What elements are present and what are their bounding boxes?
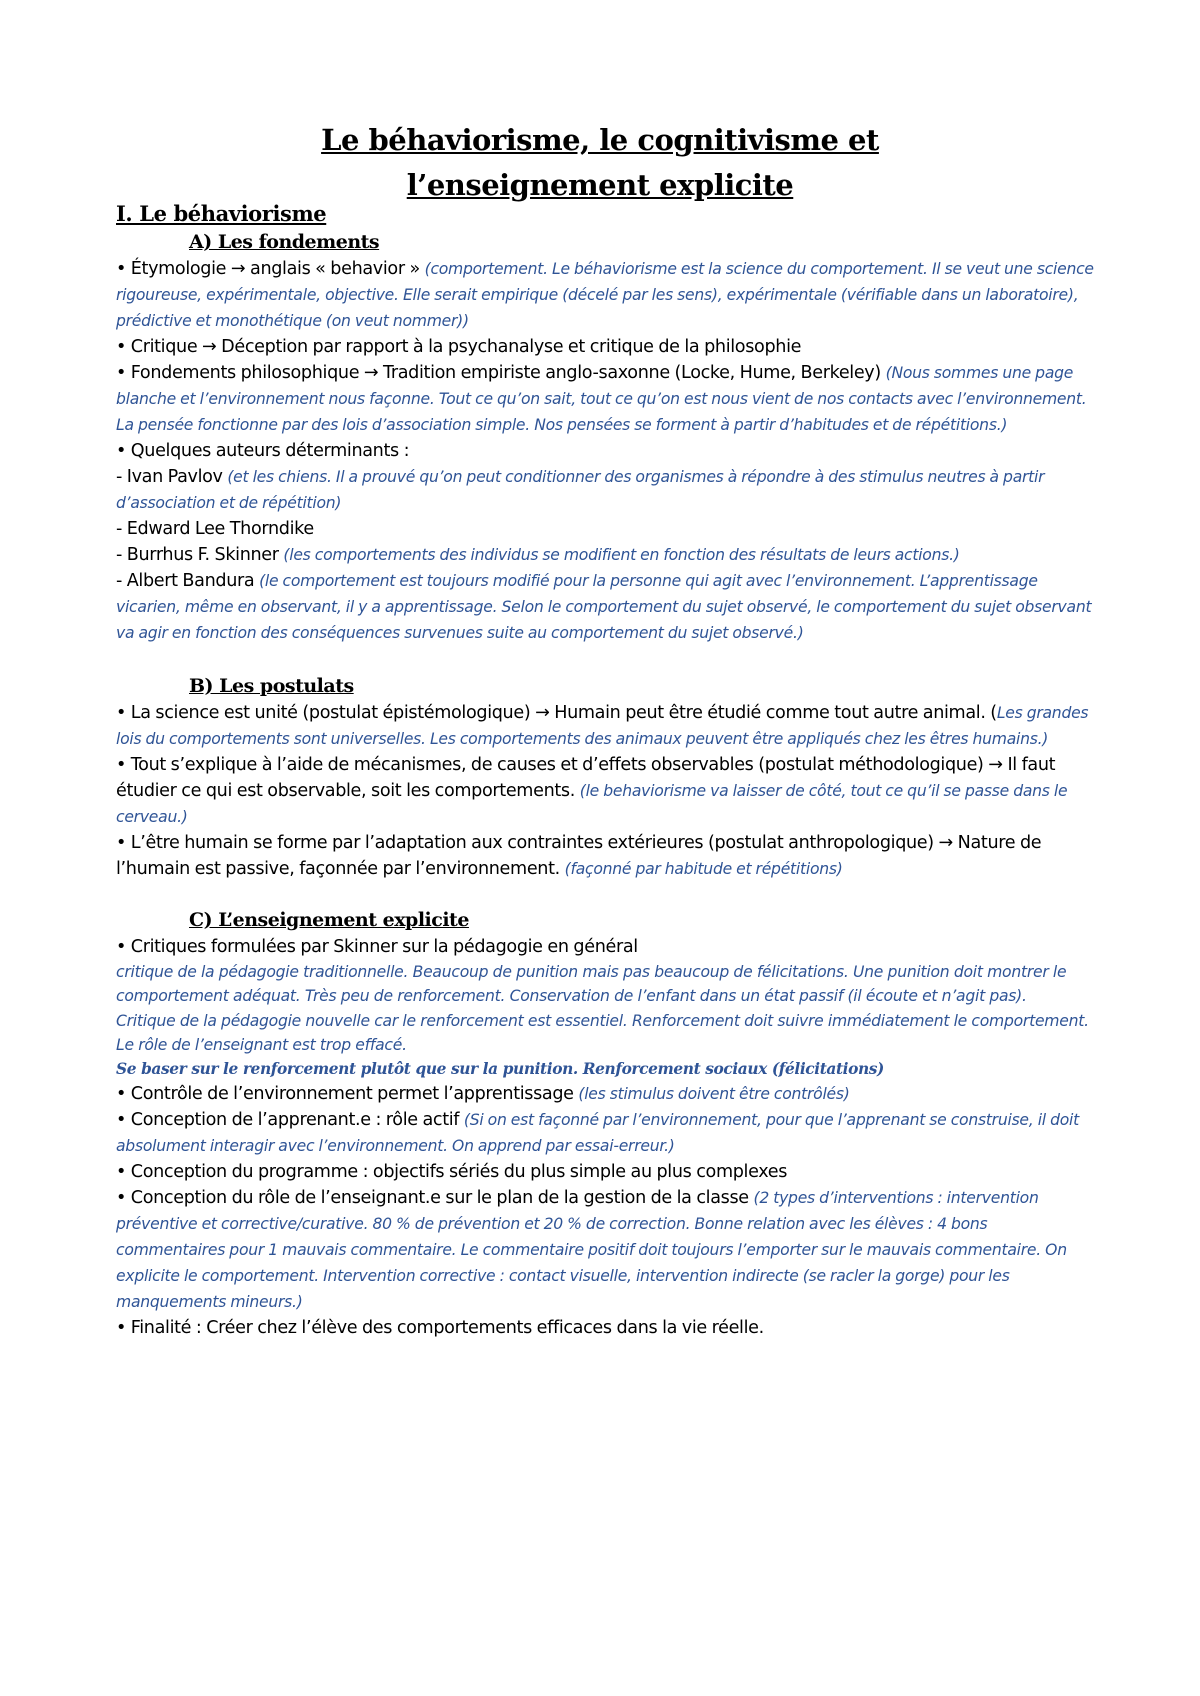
- author-skinner-name: - Burrhus F. Skinner: [116, 545, 284, 565]
- bullet-controle: [116, 1081, 1096, 1107]
- bullet-science-unite-text: • La science est unité (postulat épistémologique) → Humain peut être étudié comme tout autre animal. (: [116, 703, 997, 723]
- bullet-enseignant-text: • Conception du rôle de l’enseignant.e sur le plan de la gestion de la classe: [116, 1188, 754, 1209]
- author-bandura-note: (le comportement est toujours modifié pour la personne qui agit avec l’environnement. L’apprentissage vicarien, même en observant, il y a apprentissage. Selon le comportement du sujet observé, le comportement du sujet observant va agir en fonction des conséquences survenues suite au comportement du sujet observé.): [116, 572, 1092, 642]
- subsection-heading-fondements: A) Les fondements: [189, 231, 380, 253]
- author-pavlov-note: (et les chiens. Il a prouvé qu’on peut conditionner des organismes à répondre à des stimulus neutres à partir d’association et de répétition): [116, 468, 1045, 512]
- spacer: [116, 646, 1096, 672]
- author-bandura-name: - Albert Bandura: [116, 571, 260, 591]
- author-bandura: [116, 568, 1096, 646]
- bullet-science-unite: [116, 700, 1096, 752]
- spacer: [116, 882, 1096, 906]
- bullet-etymologie-note: (comportement. Le béhaviorisme est la science du comportement. Il se veut une science rigoureuse, expérimentale, objective. Elle serait empirique (décelé par les sens), expérimentale (vérifiable dans un laboratoire), prédictive et monothétique (on veut nommer)): [116, 260, 1094, 330]
- document-body: [116, 200, 1096, 1341]
- bullet-apprenant: [116, 1107, 1096, 1159]
- bullet-enseignant: [116, 1185, 1096, 1315]
- bullet-etre-humain-text: • L’être humain se forme par l’adaptation aux contraintes extérieures (postulat anthropologique) → Nature de l’humain est passive, façonnée par l’environnement.: [116, 833, 1042, 879]
- author-pavlov: [116, 464, 1096, 516]
- bullet-tout-explique-text: • Tout s’explique à l’aide de mécanismes, de causes et d’effets observables (postulat méthodologique) → Il faut étudier ce qui est observable, soit les comportements.: [116, 755, 1056, 801]
- subsection-heading-postulats: B) Les postulats: [189, 675, 354, 697]
- subsection-heading-enseignement-explicite: C) L’enseignement explicite: [189, 909, 469, 931]
- bullet-critiques-skinner: • Critiques formulées par Skinner sur la pédagogie en général: [116, 937, 638, 957]
- note-pedagogie-nouvelle: Critique de la pédagogie nouvelle car le renforcement est essentiel. Renforcement doit suivre immédiatement le comportement. Le rôle de l’enseignant est trop effacé.: [116, 1011, 1089, 1054]
- author-skinner-note: (les comportements des individus se modifient en fonction des résultats de leurs actions.): [283, 546, 960, 564]
- section-heading-behaviorisme: I. Le béhaviorisme: [116, 201, 327, 226]
- title-line-2: l’enseignement explicite: [406, 168, 794, 202]
- note-renforcement: Se baser sur le renforcement plutôt que sur la punition. Renforcement sociaux (félicitations): [116, 1060, 884, 1079]
- bullet-controle-text: • Contrôle de l’environnement permet l’apprentissage: [116, 1084, 579, 1105]
- bullet-enseignant-note: (2 types d’interventions : intervention préventive et corrective/curative. 80 % de prévention et 20 % de correction. Bonne relation avec les élèves : 4 bons commentaires pour 1 mauvais commentaire. Le commentaire positif doit toujours l’emporter sur le mauvais commentaire. On explicite le comportement. Intervention corrective : contact visuelle, intervention indirecte (se racler la gorge) pour les manquements mineurs.): [116, 1189, 1067, 1312]
- bullet-controle-note: (les stimulus doivent être contrôlés): [578, 1085, 850, 1104]
- bullet-etre-humain-note: (façonné par habitude et répétitions): [564, 860, 843, 878]
- bullet-etymologie: [116, 256, 1096, 334]
- bullet-apprenant-note: (Si on est façonné par l’environnement, pour que l’apprenant se construise, il doit absolument interagir avec l’environnement. On apprend par essai-erreur.): [116, 1111, 1079, 1156]
- bullet-auteurs: • Quelques auteurs déterminants :: [116, 441, 410, 461]
- title-line-1: Le béhaviorisme, le cognitivisme et: [321, 123, 879, 157]
- bullet-tout-explique: [116, 752, 1096, 830]
- bullet-apprenant-text: • Conception de l’apprenant.e : rôle actif: [116, 1110, 464, 1131]
- author-pavlov-name: - Ivan Pavlov: [116, 467, 228, 487]
- bullet-critique: • Critique → Déception par rapport à la psychanalyse et critique de la philosophie: [116, 337, 802, 357]
- bullet-tout-explique-note: (le behaviorisme va laisser de côté, tout ce qu’il se passe dans le cerveau.): [116, 782, 1068, 826]
- bullet-etre-humain: [116, 830, 1096, 882]
- document-title: [0, 118, 1200, 208]
- bullet-fondements: [116, 360, 1096, 438]
- author-thorndike: - Edward Lee Thorndike: [116, 519, 314, 539]
- bullet-programme: • Conception du programme : objectifs sériés du plus simple au plus complexes: [116, 1162, 788, 1183]
- bullet-fondements-note: (Nous sommes une page blanche et l’environnement nous façonne. Tout ce qu’on sait, tout ce qu’on est nous vient de nos contacts avec l’environnement. La pensée fonctionne par des lois d’association simple. Nos pensées se forment à partir d’habitudes et de répétitions.): [116, 364, 1087, 434]
- bullet-fondements-text: • Fondements philosophique → Tradition empiriste anglo-saxonne (Locke, Hume, Berkeley): [116, 363, 886, 383]
- bullet-etymologie-text: • Étymologie → anglais « behavior »: [116, 259, 425, 279]
- author-skinner: [116, 542, 1096, 568]
- note-pedagogie-traditionnelle: critique de la pédagogie traditionnelle. Beaucoup de punition mais pas beaucoup de félicitations. Une punition doit montrer le comportement adéquat. Très peu de renforcement. Conservation de l’enfant dans un état passif (il écoute et n’agit pas).: [116, 963, 1067, 1006]
- bullet-finalite: • Finalité : Créer chez l’élève des comportements efficaces dans la vie réelle.: [116, 1318, 764, 1339]
- bullet-science-unite-note: Les grandes lois du comportements sont universelles. Les comportements des animaux peuvent être appliqués chez les êtres humains.): [116, 704, 1089, 748]
